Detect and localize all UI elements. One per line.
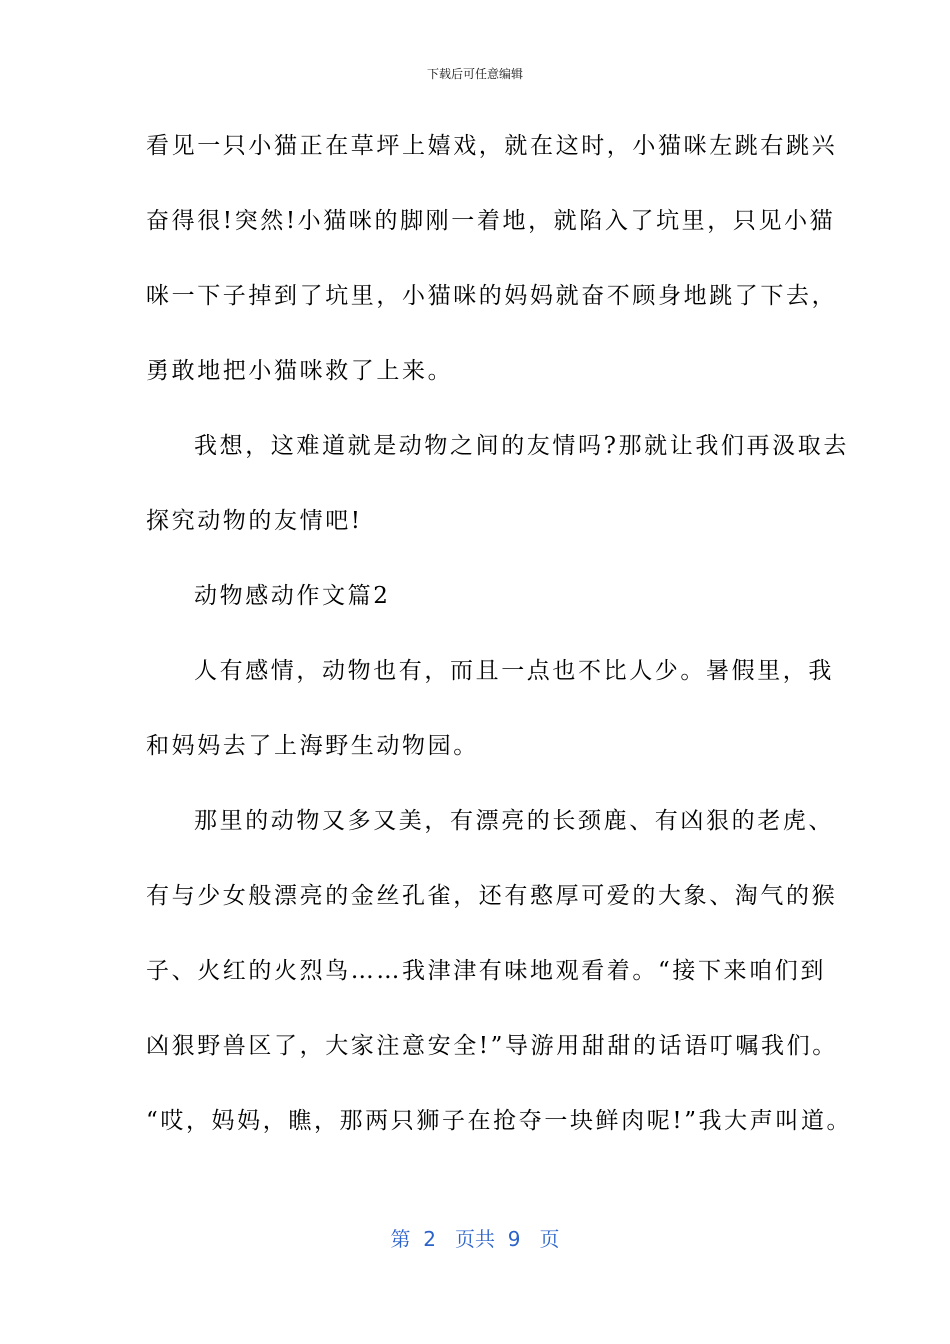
paragraph-line: 探究动物的友情吧! xyxy=(146,508,363,534)
page-number-footer: 第 2 页共 9 页 xyxy=(390,1227,560,1251)
paragraph-line: 奋得很!突然!小猫咪的脚刚一着地，就陷入了坑里，只见小猫 xyxy=(146,208,836,234)
section-heading: 动物感动作文篇2 xyxy=(194,583,391,609)
paragraph-line: 人有感情，动物也有，而且一点也不比人少。暑假里，我 xyxy=(194,658,834,684)
page-header: 下载后可任意编辑 xyxy=(426,67,523,81)
paragraph-line: 和妈妈去了上海野生动物园。 xyxy=(146,733,479,759)
paragraph-line: 子、火红的火烈鸟……我津津有味地观看着。“接下来咱们到 xyxy=(146,958,826,984)
paragraph-line: 凶狠野兽区了，大家注意安全!”导游用甜甜的话语叮嘱我们。 xyxy=(146,1033,838,1059)
paragraph-line: 我想，这难道就是动物之间的友情吗?那就让我们再汲取去 xyxy=(194,433,849,459)
paragraph-line: 咪一下子掉到了坑里，小猫咪的妈妈就奋不顾身地跳了下去， xyxy=(146,283,838,309)
paragraph-line: 看见一只小猫正在草坪上嬉戏，就在这时，小猫咪左跳右跳兴 xyxy=(146,133,838,159)
document-body xyxy=(146,122,853,1172)
paragraph-line: 勇敢地把小猫咪救了上来。 xyxy=(146,358,454,384)
paragraph-line: “哎，妈妈，瞧，那两只狮子在抢夺一块鲜肉呢!”我大声叫道。 xyxy=(146,1108,853,1134)
paragraph-line: 有与少女般漂亮的金丝孔雀，还有憨厚可爱的大象、淘气的猴 xyxy=(146,883,838,909)
paragraph-line: 那里的动物又多又美，有漂亮的长颈鹿、有凶狠的老虎、 xyxy=(194,808,834,834)
